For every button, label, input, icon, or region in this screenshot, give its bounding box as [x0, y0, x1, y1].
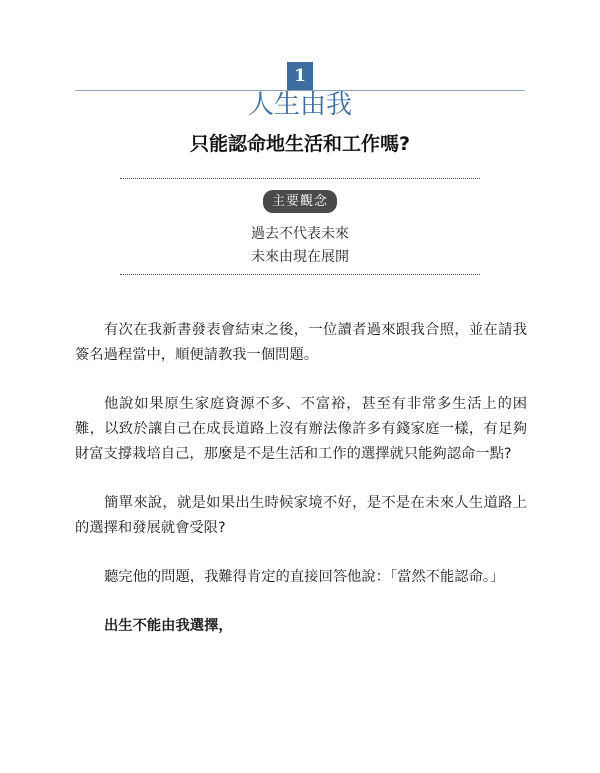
- body-paragraph: 聽完他的問題，我難得肯定的直接回答他說：「當然不能認命。」: [104, 569, 505, 585]
- chapter-title: 人生由我: [247, 90, 352, 120]
- concept-top-divider: [120, 178, 480, 179]
- concept-bottom-divider: [120, 274, 480, 275]
- concept-line: 未來由現在展開: [251, 249, 349, 265]
- chapter-number: 1: [287, 62, 313, 90]
- body-paragraph: 有次在我新書發表會結束之後，一位讀者過來跟我合照，並在請我簽名過程當中，順便請教我一個問題。: [75, 322, 527, 363]
- main-concept-badge: 主要觀念: [263, 190, 337, 213]
- body-paragraph: 他說如果原生家庭資源不多、不富裕，甚至有非常多生活上的困難，以致於讓自己在成長道路上沒有辦法像許多有錢家庭一樣，有足夠財富支撐栽培自己，那麼是不是生活和工作的選擇就只能夠認命一點?: [75, 396, 527, 462]
- body-paragraph: 簡單來說，就是如果出生時候家境不好，是不是在未來人生道路上的選擇和發展就會受限?: [75, 495, 527, 536]
- body-text: [75, 318, 527, 663]
- chapter-subtitle: 只能認命地生活和工作嗎?: [189, 133, 411, 155]
- concept-line: 過去不代表未來: [251, 226, 349, 242]
- body-paragraph-bold: 出生不能由我選擇，: [104, 618, 233, 634]
